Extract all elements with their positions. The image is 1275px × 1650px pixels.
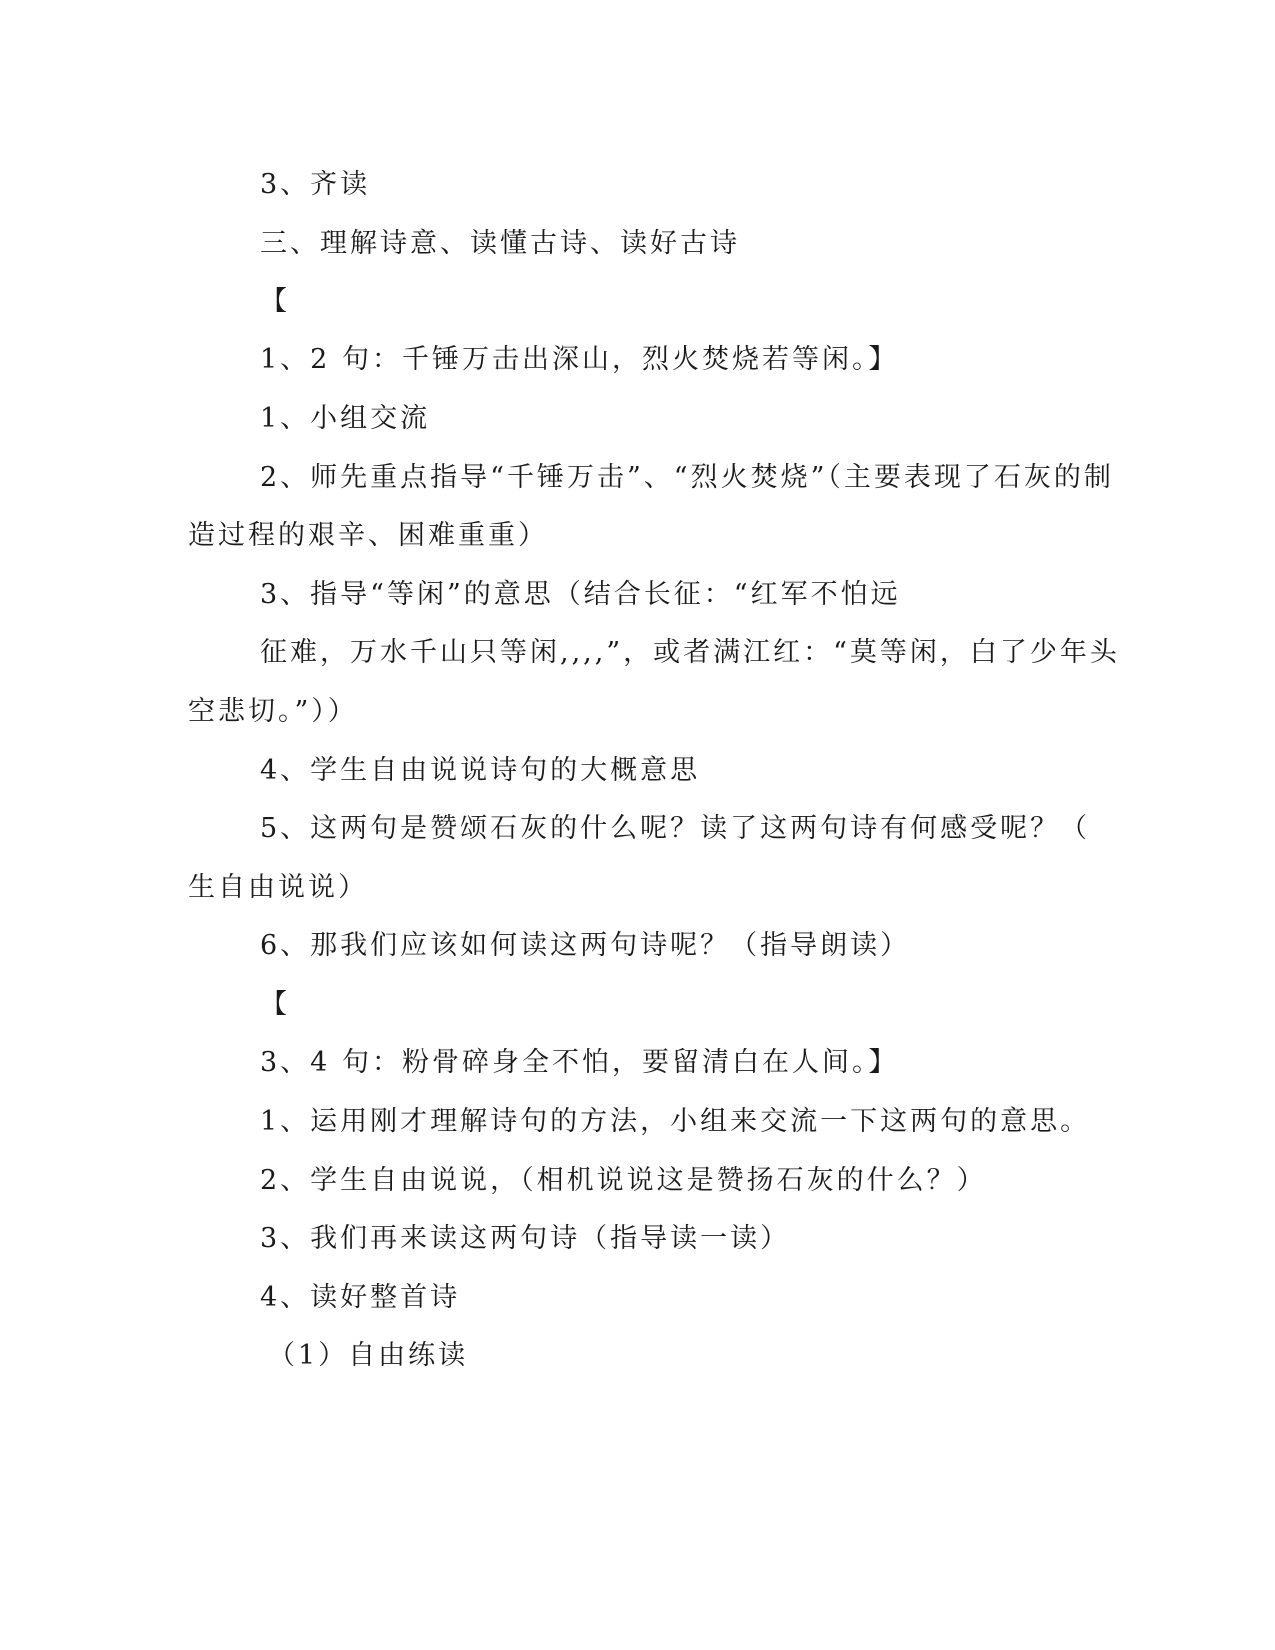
text-line-teacher-guidance-cont: 造过程的艰辛、困难重重） <box>188 520 548 551</box>
text-line-praise-question-cont: 生自由说说） <box>188 872 368 903</box>
text-line-group-discussion: 1、小组交流 <box>260 403 431 434</box>
text-line-dengxian-meaning-end: 空悲切。”）） <box>188 696 358 727</box>
text-line-step-3-read-together: 3、齐读 <box>260 169 371 200</box>
text-line-read-again: 3、我们再来读这两句诗（指导读一读） <box>260 1223 791 1254</box>
text-line-apply-method: 1、运用刚才理解诗句的方法，小组来交流一下这两句的意思。 <box>260 1106 1091 1137</box>
text-line-students-free-talk: 2、学生自由说说，（相机说说这是赞扬石灰的什么？） <box>260 1165 987 1196</box>
verse-lines-1-2: 1、2 句：千锤万击出深山，烈火焚烧若等闲。】 <box>260 344 899 375</box>
text-line-dengxian-meaning-cont: 征难，万水千山只等闲,,,,”，或者满江红：“莫等闲，白了少年头 <box>260 637 1120 668</box>
text-line-how-to-read: 6、那我们应该如何读这两句诗呢？（指导朗读） <box>260 930 911 961</box>
bracket-open-line-2: 【 <box>260 989 290 1020</box>
text-line-free-practice: （1）自由练读 <box>268 1340 469 1371</box>
text-line-students-explain: 4、学生自由说说诗句的大概意思 <box>260 755 701 786</box>
section-heading-three: 三、理解诗意、读懂古诗、读好古诗 <box>260 228 740 259</box>
text-line-teacher-guidance: 2、师先重点指导“千锤万击”、“烈火焚烧”（主要表现了石灰的制 <box>260 462 1114 493</box>
bracket-open-line: 【 <box>260 286 290 317</box>
text-line-praise-question: 5、这两句是赞颂石灰的什么呢？读了这两句诗有何感受呢？（ <box>260 813 1091 844</box>
text-line-dengxian-meaning: 3、指导“等闲”的意思（结合长征：“红军不怕远 <box>260 579 901 610</box>
text-line-read-whole-poem: 4、读好整首诗 <box>260 1282 461 1313</box>
verse-lines-3-4: 3、4 句：粉骨碎身全不怕，要留清白在人间。】 <box>260 1047 899 1078</box>
